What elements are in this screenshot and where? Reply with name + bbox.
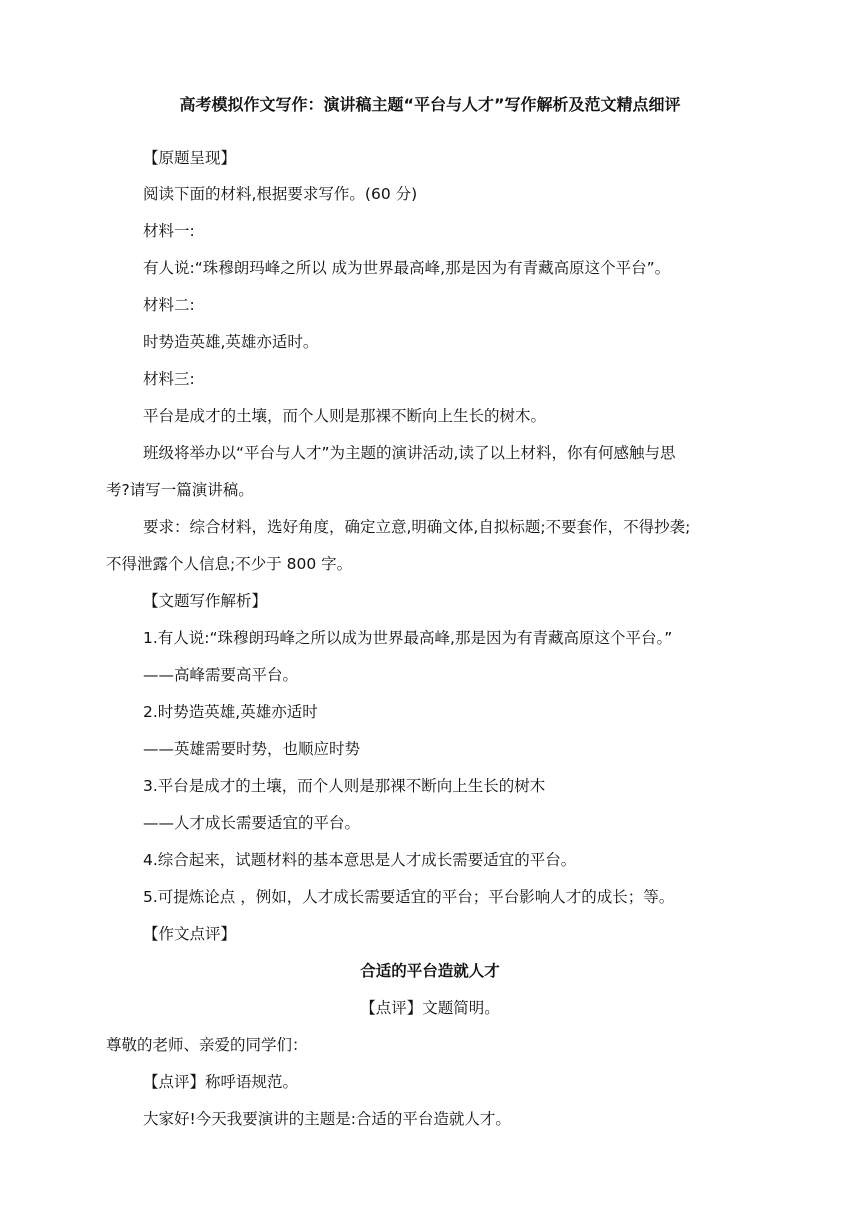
section-heading-original: 【原题呈现】 bbox=[143, 149, 237, 167]
analysis-item-3-note: ——人才成长需要适宜的平台。 bbox=[143, 814, 361, 832]
material-2-label: 材料二: bbox=[143, 296, 195, 314]
analysis-item-2-note: ——英雄需要时势，也顺应时势 bbox=[143, 740, 361, 758]
analysis-item-1: 1.有人说:“珠穆朗玛峰之所以成为世界最高峰,那是因为有青藏高原这个平台。” bbox=[143, 629, 673, 647]
requirement-line-1: 要求：综合材料，选好角度，确定立意,明确文体,自拟标题;不要套作，不得抄袭; bbox=[143, 518, 691, 536]
comment-on-greeting: 【点评】称呼语规范。 bbox=[143, 1073, 299, 1091]
analysis-item-3: 3.平台是成才的土壤，而个人则是那裸不断向上生长的树木 bbox=[143, 777, 546, 795]
analysis-item-4: 4.综合起来，试题材料的基本意思是人才成长需要适宜的平台。 bbox=[143, 851, 577, 869]
essay-greeting: 尊敬的老师、亲爱的同学们： bbox=[106, 1036, 308, 1054]
section-heading-analysis: 【文题写作解析】 bbox=[143, 592, 268, 610]
material-1-text: 有人说:“珠穆朗玛峰之所以 成为世界最高峰,那是因为有青藏高原这个平台”。 bbox=[143, 259, 671, 277]
material-1-label: 材料一: bbox=[143, 222, 195, 240]
task-paragraph-line-1: 班级将举办以“平台与人才”为主题的演讲活动,读了以上材料，你有何感触与思 bbox=[143, 444, 676, 462]
material-2-text: 时势造英雄,英雄亦适时。 bbox=[143, 333, 319, 351]
section-heading-review: 【作文点评】 bbox=[143, 925, 237, 943]
analysis-item-1-note: ——高峰需要高平台。 bbox=[143, 666, 299, 684]
document-title: 高考模拟作文写作：演讲稿主题“平台与人才”写作解析及范文精点细评 bbox=[179, 95, 681, 114]
analysis-item-5: 5.可提炼论点 ，例如，人才成长需要适宜的平台；平台影响人才的成长；等。 bbox=[143, 888, 675, 906]
material-3-label: 材料三: bbox=[143, 370, 195, 388]
comment-on-title: 【点评】文题简明。 bbox=[360, 999, 500, 1017]
essay-opening: 大家好!今天我要演讲的主题是:合适的平台造就人才。 bbox=[143, 1110, 511, 1128]
requirement-line-2: 不得泄露个人信息;不少于 800 字。 bbox=[106, 555, 353, 573]
essay-title: 合适的平台造就人才 bbox=[360, 962, 500, 980]
intro-paragraph: 阅读下面的材料,根据要求写作。(60 分) bbox=[143, 185, 418, 203]
task-paragraph-line-2: 考?请写一篇演讲稿。 bbox=[106, 481, 254, 499]
analysis-item-2: 2.时势造英雄,英雄亦适时 bbox=[143, 703, 318, 721]
material-3-text: 平台是成才的土壤，而个人则是那裸不断向上生长的树木。 bbox=[143, 407, 547, 425]
